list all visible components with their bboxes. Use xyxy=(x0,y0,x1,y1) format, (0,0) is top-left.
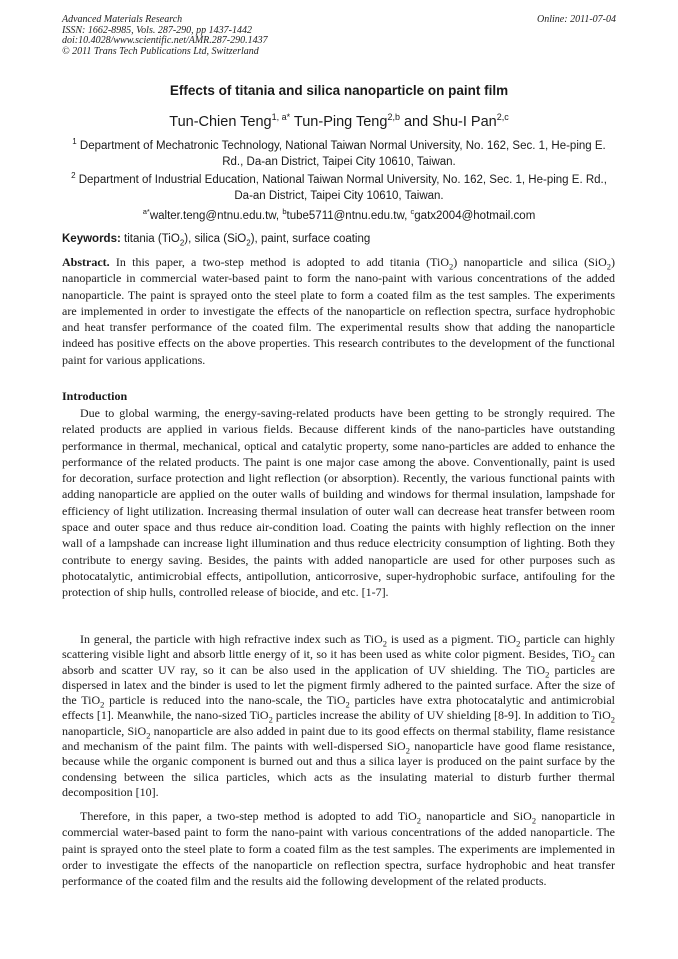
copyright-line: © 2011 Trans Tech Publications Ltd, Switzerland xyxy=(62,45,259,57)
paragraph-text: particles have extra photocatalytic and antimicrobial effects [1]. Meanwhile, the nano-sized TiO xyxy=(62,693,615,723)
subscript: 2 xyxy=(268,714,273,725)
intro-paragraph-1: Due to global warming, the energy-saving-related products have been getting to be strongly required. The related products are applied in various fields. Because different kinds of the nano-particles have outstanding performance in thermal, mechanical, optical and catalytic property, some nano-particles are added to enhance the performance of the related products. The paint is one major case among the above. Conventionally, paint is used for decoration, surface protection and light reflection (or absorption). Recently, the various functional paints with adding nanoparticle are applied on the outer walls of building and windows for thermal insulation, lampshade for efficiency of light utilization. Increasing thermal insulation of outer wall can decrease heat transfer between room space and outer space and thus reduce air-condition load. Coating the paints with highly reflection on the inner wall of a lampshade can increase light illumination and thus reduce electricity consumption of lighting. Both they contribute to energy saving. Besides, the paints with added nanoparticle are used for other purposes such as photocatalytic, antimicrobial effects, antipollution, anticorrosive, super-hydrophobic surface, antifouling for the protection of ship hulls, controlled release of biocide, and etc. [1-7]. xyxy=(62,406,615,600)
abstract-text: ) nanoparticle in commercial water-based paint to form the nano-paint with various concentrations of the added nanoparticle. The paint is sprayed onto the steel plate to form a coated film as the test samples. The experiments are implemented in order to investigate the effects of the nanoparticle on reflection spectra, surface hydrophobic and heat transfer performance of the coated film. The experimental results show that adding the nanoparticle indeed has positive effects on the above properties. This research contributes to the development of the functional paint for various applications. xyxy=(62,255,615,367)
subscript: 2 xyxy=(246,238,251,248)
keyword-text: ), xyxy=(250,233,258,245)
email-link[interactable]: gatx2004@hotmail.com xyxy=(414,210,536,222)
paragraph-text: can absorb and scatter UV ray, so it can be also used in the application of UV shielding. The TiO xyxy=(62,647,616,677)
affiliation-text: Department of Industrial Education, National Taiwan Normal University, No. 162, Sec. 1, He-ping E. Rd., Da-an District, Taipei City 10610, Taiwan. xyxy=(78,174,607,202)
intro-paragraph-3 xyxy=(62,808,615,889)
subscript: 2 xyxy=(590,653,595,664)
email-link[interactable]: walter.teng@ntnu.edu.tw, xyxy=(149,210,280,222)
email-mark: a* xyxy=(142,207,150,217)
doi-line: doi:10.4028/www.scientific.net/AMR.287-290.1437 xyxy=(62,35,268,47)
subscript: 2 xyxy=(345,699,350,710)
email-mark: c xyxy=(410,207,415,217)
affiliation-2 xyxy=(62,173,616,204)
intro-paragraph-2 xyxy=(62,632,615,800)
journal-header xyxy=(62,15,616,57)
paper-title: Effects of titania and silica nanoparticle on paint film xyxy=(169,83,509,98)
author-affiliation-mark: 2,c xyxy=(496,112,509,123)
paragraph-text: nanoparticle are also added in paint due to its good effects on thermal stability, flame resistance and mechanism of the paint film. The paints with well-dispersed SiO xyxy=(62,723,615,754)
subscript: 2 xyxy=(100,699,105,710)
subscript: 2 xyxy=(610,714,616,725)
subscript: 2 xyxy=(516,638,521,649)
author-affiliation-mark: 2,b xyxy=(387,112,400,123)
paragraph-text: nanoparticle and SiO xyxy=(421,809,532,823)
author-list xyxy=(40,114,638,130)
abstract xyxy=(62,254,615,368)
paragraph-text: nanoparticle in commercial water-based paint to form the nano-paint with various concentrations of the added nanoparticle. The paint is sprayed onto the steel plate to form a coated film as the test samples. The experiments are implemented in order to investigate the effects of the nanoparticle on reflection spectra, surface hydrophobic and heat transfer performance of the coated film and the results aid the following development of the related products. xyxy=(62,809,616,889)
subscript: 2 xyxy=(606,261,611,272)
paragraph-text: particles are dispersed in latex and the binder is used to let the pigment firmly adhered to the painted surface. After the size of the TiO xyxy=(62,662,615,708)
paragraph-text: particle can highly scattering visible light and absorb little energy of it, so it has been used as white color pigment. Besides, TiO xyxy=(62,632,615,662)
abstract-text: In this paper, a two-step method is adopted to add titania (TiO xyxy=(115,255,449,269)
author-conjunction: and xyxy=(403,114,429,130)
subscript: 2 xyxy=(179,238,185,248)
keyword-text: titania (TiO xyxy=(124,233,180,245)
subscript: 2 xyxy=(449,261,454,272)
online-date: Online: 2011-07-04 xyxy=(537,14,616,25)
abstract-text: ) nanoparticle and silica (SiO xyxy=(453,255,607,269)
email-mark: b xyxy=(282,207,287,217)
email-link[interactable]: tube5711@ntnu.edu.tw, xyxy=(286,210,408,222)
affiliation-1 xyxy=(62,139,616,170)
paragraph-text: particle is reduced into the nano-scale, the TiO xyxy=(104,693,346,708)
affiliation-number: 2 xyxy=(71,171,76,181)
subscript: 2 xyxy=(416,815,422,826)
issn-line: ISSN: 1662-8985, Vols. 287-290, pp 1437-1442 xyxy=(62,24,252,36)
keyword-text: paint, surface coating xyxy=(260,233,371,245)
author-name: Shu-I Pan xyxy=(432,114,497,130)
paragraph-text: is used as a pigment. TiO xyxy=(387,632,517,646)
paragraph-text: Therefore, in this paper, a two-step method is adopted to add TiO xyxy=(80,809,417,823)
subscript: 2 xyxy=(146,730,151,741)
author-name: Tun-Ping Teng xyxy=(293,114,388,130)
author-name: Tun-Chien Teng xyxy=(169,114,272,130)
keywords xyxy=(62,233,616,248)
subscript: 2 xyxy=(405,745,410,756)
keywords-label: Keywords: xyxy=(62,233,121,245)
subscript: 2 xyxy=(545,668,550,679)
paragraph-text: nanoparticle have good flame resistance, because while the organic component is burned out and thus a silica layer is produced on the paint surface by the condensing between the silica particles, which acts as the insulating material to disturb further thermal decomposition [10]. xyxy=(62,739,615,799)
paragraph-text: nanoparticle, SiO xyxy=(62,723,147,738)
affiliation-number: 1 xyxy=(72,137,77,147)
affiliation-text: Department of Mechatronic Technology, National Taiwan Normal University, No. 162, Sec. 1, He-ping E. Rd., Da-an District, Taipei City 10610, Taiwan. xyxy=(79,140,606,168)
subscript: 2 xyxy=(382,638,388,649)
keyword-text: ), xyxy=(184,233,192,245)
author-affiliation-mark: 1, a* xyxy=(271,112,291,123)
introduction-heading: Introduction xyxy=(62,389,128,403)
author-emails xyxy=(40,207,638,222)
paragraph-text: particles increase the ability of UV shielding [8-9]. In addition to TiO xyxy=(272,708,611,723)
journal-name: Advanced Materials Research xyxy=(62,14,183,25)
subscript: 2 xyxy=(531,815,537,826)
abstract-label: Abstract. xyxy=(62,255,110,269)
keyword-text: silica (SiO xyxy=(194,233,247,245)
paragraph-text: In general, the particle with high refractive index such as TiO xyxy=(80,632,383,646)
